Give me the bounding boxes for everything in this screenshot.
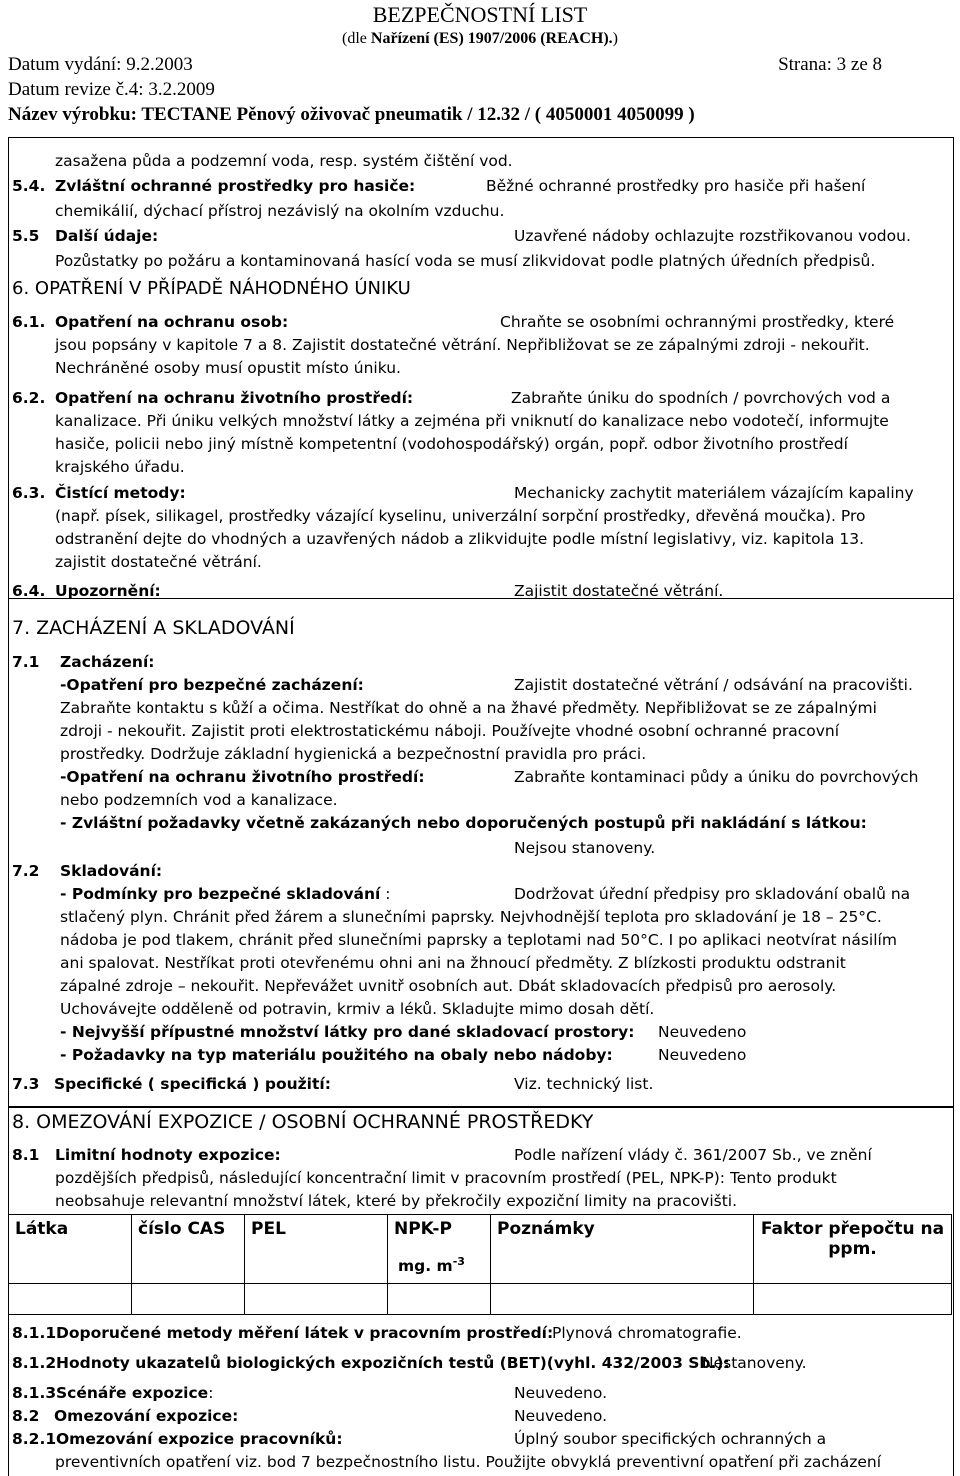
text-line: preventivních opatření viz. bod 7 bezpečnostního listu. Použijte obvyklá preventivní opatření při zacházení bbox=[55, 1453, 882, 1471]
table-header-row bbox=[9, 1215, 952, 1284]
section-number: 6.2. bbox=[12, 389, 46, 407]
section-heading: Upozornění: bbox=[55, 582, 161, 600]
page-number: Strana: 3 ze 8 bbox=[778, 54, 882, 75]
text-line: hasiče, policii nebo jiný místně kompetentní (vodohospodářský) orgán, popř. odbor životního prostředí bbox=[55, 435, 848, 453]
text-line: Podle nařízení vlády č. 361/2007 Sb., ve znění bbox=[514, 1146, 872, 1164]
text-line: Neuvedeno bbox=[658, 1046, 747, 1064]
text-line: Zabraňte kontaminaci půdy a úniku do povrchových bbox=[514, 768, 919, 786]
text-line: Uchovávejte odděleně od potravin, krmiv a léků. Skladujte mimo dosah dětí. bbox=[60, 1000, 655, 1018]
sub-heading: - Zvláštní požadavky včetně zakázaných nebo doporučených postupů při nakládání s látkou: bbox=[60, 814, 867, 832]
exposure-limits-table bbox=[8, 1214, 952, 1315]
section-number: 7.3 bbox=[12, 1075, 40, 1093]
sub-heading: - Nejvyšší přípustné množství látky pro dané skladovací prostory: bbox=[60, 1023, 635, 1041]
section-number: 8.1.2 bbox=[12, 1354, 57, 1372]
sub-heading: -Opatření pro bezpečné zacházení: bbox=[60, 676, 364, 694]
section-heading: Opatření na ochranu osob: bbox=[55, 313, 289, 331]
section-heading: Čistící metody: bbox=[55, 484, 186, 502]
table-header-faktor: Faktor přepočtu na ppm. bbox=[754, 1215, 952, 1284]
text-line: Nejsou stanoveny. bbox=[514, 839, 656, 857]
table-unit-label: mg. $m^{-3}$ bbox=[398, 1255, 465, 1276]
section-number: 7.1 bbox=[12, 653, 40, 671]
text-line: Plynová chromatografie. bbox=[552, 1324, 742, 1342]
text-line: Chraňte se osobními ochrannými prostředky, které bbox=[500, 313, 895, 331]
section-title: 7. ZACHÁZENÍ A SKLADOVÁNÍ bbox=[12, 617, 295, 639]
text-line: zasažena půda a podzemní voda, resp. systém čištění vod. bbox=[55, 152, 513, 170]
text-line: stlačený plyn. Chránit před žárem a slunečními paprsky. Nejvhodnější teplota pro skladování je 18 – 25°C. bbox=[60, 908, 882, 926]
table-header-pel: PEL bbox=[245, 1215, 388, 1284]
text-line: Dodržovat úřední předpisy pro skladování obalů na bbox=[514, 885, 911, 903]
section-heading: Specifické ( specifická ) použití: bbox=[54, 1075, 331, 1093]
text-line: Úplný soubor specifických ochranných a bbox=[514, 1430, 827, 1448]
document-title: BEZPEČNOSTNÍ LIST bbox=[372, 2, 588, 27]
product-name: Název výrobku: TECTANE Pěnový oživovač pneumatik / 12.32 / ( 4050001 4050099 ) bbox=[8, 104, 695, 125]
section-number: 6.4. bbox=[12, 582, 46, 600]
section-heading: Zvláštní ochranné prostředky pro hasiče: bbox=[55, 177, 416, 195]
table-header-npk: NPK-P bbox=[388, 1215, 491, 1284]
text-line: nebo podzemních vod a kanalizace. bbox=[60, 791, 338, 809]
text-line: Zabraňte kontaktu s kůží a očima. Nestříkat do ohně a na žhavé předměty. Nepřibližovat se ze zápalnými bbox=[60, 699, 877, 717]
text-line: Nechráněné osoby musí opustit místo úniku. bbox=[55, 359, 401, 377]
section-heading: Skladování: bbox=[60, 862, 163, 880]
document-subtitle: (dle Nařízení (ES) 1907/2006 (REACH).) bbox=[342, 30, 618, 47]
section-number: 8.1.3 bbox=[12, 1384, 57, 1402]
text-line: zápalné zdroje – nekouřit. Nepřevážet uvnitř osobních aut. Dbát skladovacích předpisů pro aerosoly. bbox=[60, 977, 837, 995]
section-number: 6.1. bbox=[12, 313, 46, 331]
text-line: odstranění dejte do vhodných a uzavřených nádob a zlikvidujte podle místní legislativy, viz. kapitola 13. bbox=[55, 530, 865, 548]
text-line: Uzavřené nádoby ochlazujte rozstřikovanou vodou. bbox=[514, 227, 911, 245]
text-line: prostředky. Dodržuje základní hygienická a bezpečnostní pravidla pro práci. bbox=[60, 745, 647, 763]
text-line: zajistit dostatečné větrání. bbox=[55, 553, 262, 571]
table-header-latka: Látka bbox=[9, 1215, 132, 1284]
section-heading: Zacházení: bbox=[60, 653, 155, 671]
table-row bbox=[9, 1284, 952, 1315]
text-line: nádoba je pod tlakem, chránit před slunečními paprsky a teplotami nad 50°C. I po aplikaci neotvírat násilím bbox=[60, 931, 897, 949]
section-number: 8.2.1 bbox=[12, 1430, 57, 1448]
section-number: 5.4. bbox=[12, 177, 46, 195]
section-heading: Omezování expozice: bbox=[54, 1407, 239, 1425]
section-title: 8. OMEZOVÁNÍ EXPOZICE / OSOBNÍ OCHRANNÉ PROSTŘEDKY bbox=[12, 1111, 594, 1133]
section-number: 6.3. bbox=[12, 484, 46, 502]
text-line: Mechanicky zachytit materiálem vázajícím kapaliny bbox=[514, 484, 914, 502]
text-line: Běžné ochranné prostředky pro hasiče při hašení bbox=[486, 177, 866, 195]
section-number: 8.1.1 bbox=[12, 1324, 57, 1342]
sub-heading: - Požadavky na typ materiálu použitého na obaly nebo nádoby: bbox=[60, 1046, 613, 1064]
text-line: kanalizace. Při úniku velkých množství látky a zejména při vniknutí do kanalizace nebo vodotečí, informujte bbox=[55, 412, 889, 430]
issue-date: Datum vydání: 9.2.2003 bbox=[8, 54, 193, 75]
section-heading: Opatření na ochranu životního prostředí: bbox=[55, 389, 414, 407]
sub-heading: -Opatření na ochranu životního prostředí: bbox=[60, 768, 425, 786]
text-line: Viz. technický list. bbox=[514, 1075, 654, 1093]
section-heading: Hodnoty ukazatelů biologických expozičních testů (BET)(vyhl. 432/2003 Sb.): bbox=[56, 1354, 730, 1372]
section-number: 8.2 bbox=[12, 1407, 40, 1425]
text-line: ani spalovat. Nestříkat proti otevřenému ohni ani na žhnoucí předměty. Z blízkosti produktu odstranit bbox=[60, 954, 846, 972]
section-heading: Scénáře expozice: bbox=[56, 1384, 214, 1402]
table-header-poznamky: Poznámky bbox=[491, 1215, 754, 1284]
sub-heading: - Podmínky pro bezpečné skladování : bbox=[60, 885, 391, 903]
text-line: neobsahuje relevantní množství látek, které by překročily expoziční limity na pracovišti. bbox=[55, 1192, 738, 1210]
text-line: krajského úřadu. bbox=[55, 458, 185, 476]
section-heading: Omezování expozice pracovníků: bbox=[56, 1430, 343, 1448]
text-line: pozdějších předpisů, následující koncentrační limit v pracovním prostředí (PEL, NPK-P): Tento produkt bbox=[55, 1169, 837, 1187]
text-line: Pozůstatky po požáru a kontaminovaná hasící voda se musí zlikvidovat podle platných úředních předpisů. bbox=[55, 252, 876, 270]
table-header-cas: číslo CAS bbox=[132, 1215, 245, 1284]
section-number: 7.2 bbox=[12, 862, 40, 880]
text-line: Neuvedeno. bbox=[514, 1407, 607, 1425]
text-line: Neuvedeno bbox=[658, 1023, 747, 1041]
section-heading: Další údaje: bbox=[55, 227, 159, 245]
section-title: 6. OPATŘENÍ V PŘÍPADĚ NÁHODNÉHO ÚNIKU bbox=[12, 278, 411, 299]
section-number: 8.1 bbox=[12, 1146, 40, 1164]
section-heading: Doporučené metody měření látek v pracovním prostředí: bbox=[56, 1324, 554, 1342]
text-line: Neuvedeno. bbox=[514, 1384, 607, 1402]
text-line: Zabraňte úniku do spodních / povrchových vod a bbox=[511, 389, 891, 407]
revision-date: Datum revize č.4: 3.2.2009 bbox=[8, 79, 215, 100]
text-line: chemikálií, dýchací přístroj nezávislý na okolním vzduchu. bbox=[55, 202, 505, 220]
text-line: (např. písek, silikagel, prostředky vázající kyselinu, univerzální sorpční prostředky, dřevěná moučka). Pro bbox=[55, 507, 866, 525]
text-line: jsou popsány v kapitole 7 a 8. Zajistit dostatečné větrání. Nepřibližovat se ze zápalnými zdroji - nekouřit. bbox=[55, 336, 870, 354]
text-line: zdroji - nekouřit. Zajistit proti elektrostatickému náboji. Používejte vhodné osobní ochranné pracovní bbox=[60, 722, 840, 740]
section-heading: Limitní hodnoty expozice: bbox=[55, 1146, 281, 1164]
text-line: Nestanoveny. bbox=[702, 1354, 807, 1372]
section-number: 5.5 bbox=[12, 227, 40, 245]
text-line: Zajistit dostatečné větrání. bbox=[514, 582, 724, 600]
text-line: Zajistit dostatečné větrání / odsávání na pracovišti. bbox=[514, 676, 913, 694]
